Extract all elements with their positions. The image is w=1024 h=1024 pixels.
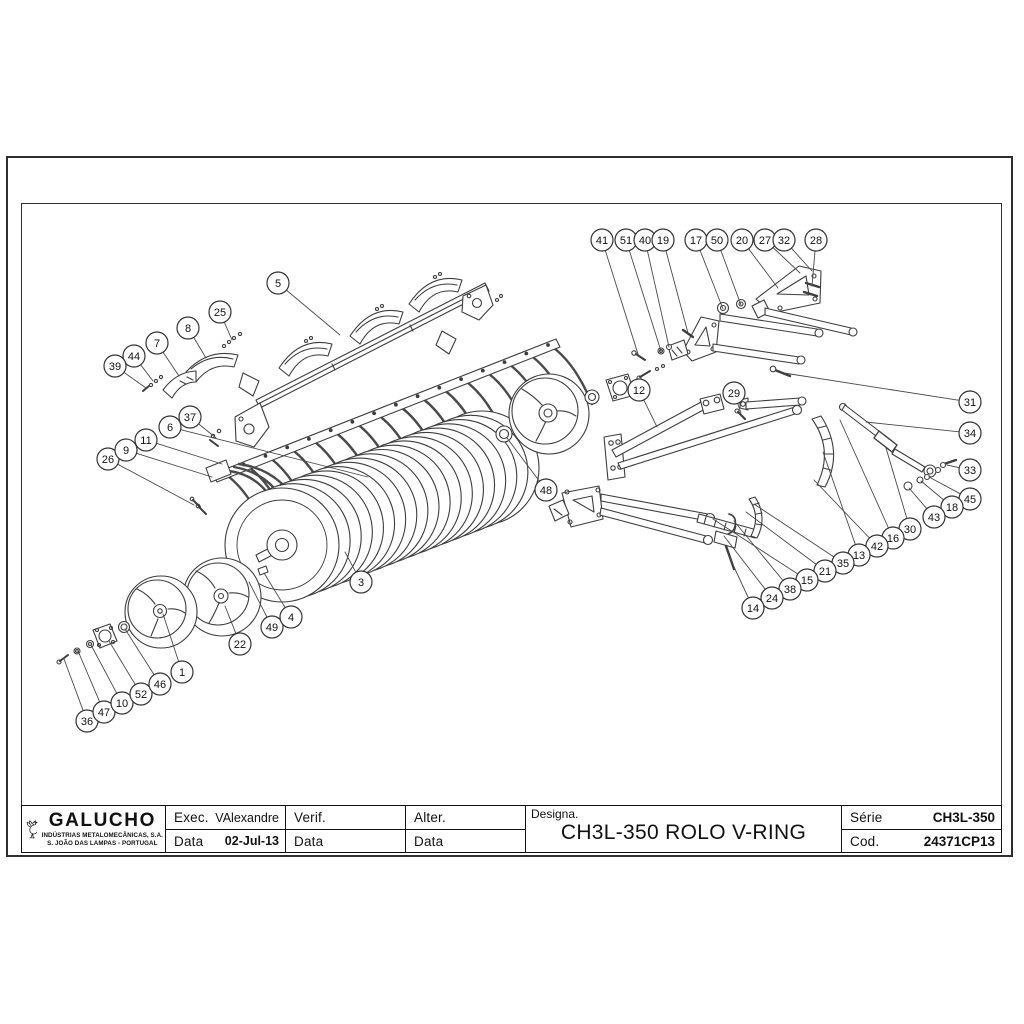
callout-number: 3 <box>357 576 365 589</box>
callout-number: 14 <box>746 602 760 615</box>
callout-number: 1 <box>178 666 186 679</box>
callout-9 <box>115 439 212 477</box>
callout-number: 29 <box>727 387 741 400</box>
callout-number: 6 <box>166 421 174 434</box>
designation-value: CH3L-350 ROLO V-RING <box>560 821 807 844</box>
disc-wheel-1 <box>125 576 197 648</box>
callout-number: 51 <box>619 234 633 247</box>
designation-label: Designa. <box>531 807 579 821</box>
exec-cell <box>166 806 286 852</box>
spacer-ring <box>119 622 130 633</box>
verif-label: Verif. <box>294 810 326 825</box>
galucho-rooster-icon <box>26 812 40 846</box>
spoked-wheel <box>509 374 589 454</box>
exec-date-label: Data <box>174 833 204 849</box>
right-frame-assemblies <box>549 266 959 569</box>
callout-number: 49 <box>265 621 279 634</box>
callout-number: 32 <box>777 234 791 247</box>
callout-number: 27 <box>758 234 772 247</box>
callout-36 <box>64 659 98 732</box>
callout-number: 28 <box>809 234 823 247</box>
hub-flange <box>93 624 117 648</box>
callout-12 <box>628 379 657 427</box>
code-value: 24371CP13 <box>923 833 995 849</box>
callout-number: 13 <box>852 549 866 562</box>
series-label: Série <box>850 810 883 825</box>
seal-ring-48 <box>496 426 512 442</box>
callout-number: 45 <box>963 493 977 506</box>
v-ring-roller <box>225 411 539 602</box>
company-line1: INDÚSTRIAS METALOMECÂNICAS, S.A. <box>41 831 163 839</box>
code-label: Cod. <box>850 833 880 849</box>
callout-number: 17 <box>689 234 703 247</box>
callout-number: 18 <box>945 501 959 514</box>
callout-16 <box>840 420 904 549</box>
company-line2: S. JOÃO DAS LAMPAS - PORTUGAL <box>47 839 158 847</box>
callout-number: 40 <box>638 234 652 247</box>
callout-number: 21 <box>818 565 832 578</box>
callout-8 <box>177 317 206 358</box>
callout-25 <box>209 301 232 340</box>
callout-number: 50 <box>710 234 724 247</box>
callout-number: 43 <box>927 511 941 524</box>
callout-number: 19 <box>656 234 670 247</box>
callout-number: 44 <box>127 350 141 363</box>
callout-number: 7 <box>153 337 161 350</box>
callout-37 <box>179 406 216 438</box>
alter-date-label: Data <box>414 833 444 849</box>
callout-7 <box>146 332 179 376</box>
callout-number: 9 <box>122 444 130 457</box>
callout-number: 41 <box>595 234 609 247</box>
callout-number: 36 <box>80 715 94 728</box>
callout-42 <box>814 480 888 557</box>
alter-cell <box>406 806 526 852</box>
callout-number: 16 <box>886 532 900 545</box>
callout-number: 8 <box>184 322 192 335</box>
callout-number: 24 <box>765 592 779 605</box>
callout-19 <box>652 229 688 333</box>
callout-21 <box>746 512 836 582</box>
callout-number: 12 <box>632 384 646 397</box>
callout-number: 11 <box>140 434 152 447</box>
callout-number: 22 <box>233 638 247 651</box>
callout-number: 37 <box>183 411 197 424</box>
callout-31 <box>784 373 981 413</box>
series-value: CH3L-350 <box>932 810 995 825</box>
callout-number: 47 <box>97 706 111 719</box>
callout-number: 42 <box>870 540 884 553</box>
callout-number: 35 <box>836 557 850 570</box>
callout-number: 46 <box>153 678 167 691</box>
company-name: GALUCHO <box>48 809 156 831</box>
bearing-ring <box>585 390 599 404</box>
exec-value: VAlexandre <box>215 810 279 825</box>
callout-number: 38 <box>783 583 797 596</box>
title-block <box>21 805 1002 853</box>
callout-number: 52 <box>134 688 148 701</box>
exec-date-value: 02-Jul-13 <box>224 834 279 848</box>
callout-number: 34 <box>963 427 977 440</box>
verif-date-label: Data <box>294 833 324 849</box>
series-code-cell <box>842 806 1001 852</box>
callout-number: 30 <box>903 523 917 536</box>
callout-number: 10 <box>115 697 129 710</box>
callout-number: 25 <box>213 306 227 319</box>
company-logo-cell <box>22 806 166 852</box>
callout-number: 5 <box>274 277 282 290</box>
callout-number: 26 <box>101 453 115 466</box>
callout-number: 48 <box>539 484 553 497</box>
exec-label: Exec. <box>174 810 209 825</box>
callout-number: 20 <box>735 234 749 247</box>
verif-cell <box>286 806 406 852</box>
callout-number: 33 <box>963 464 977 477</box>
callout-number: 31 <box>963 396 977 409</box>
callout-number: 39 <box>108 360 122 373</box>
callout-5 <box>267 272 340 335</box>
designation-cell <box>526 806 842 852</box>
callout-number: 15 <box>800 574 814 587</box>
alter-label: Alter. <box>414 810 446 825</box>
callout-number: 4 <box>287 611 295 624</box>
